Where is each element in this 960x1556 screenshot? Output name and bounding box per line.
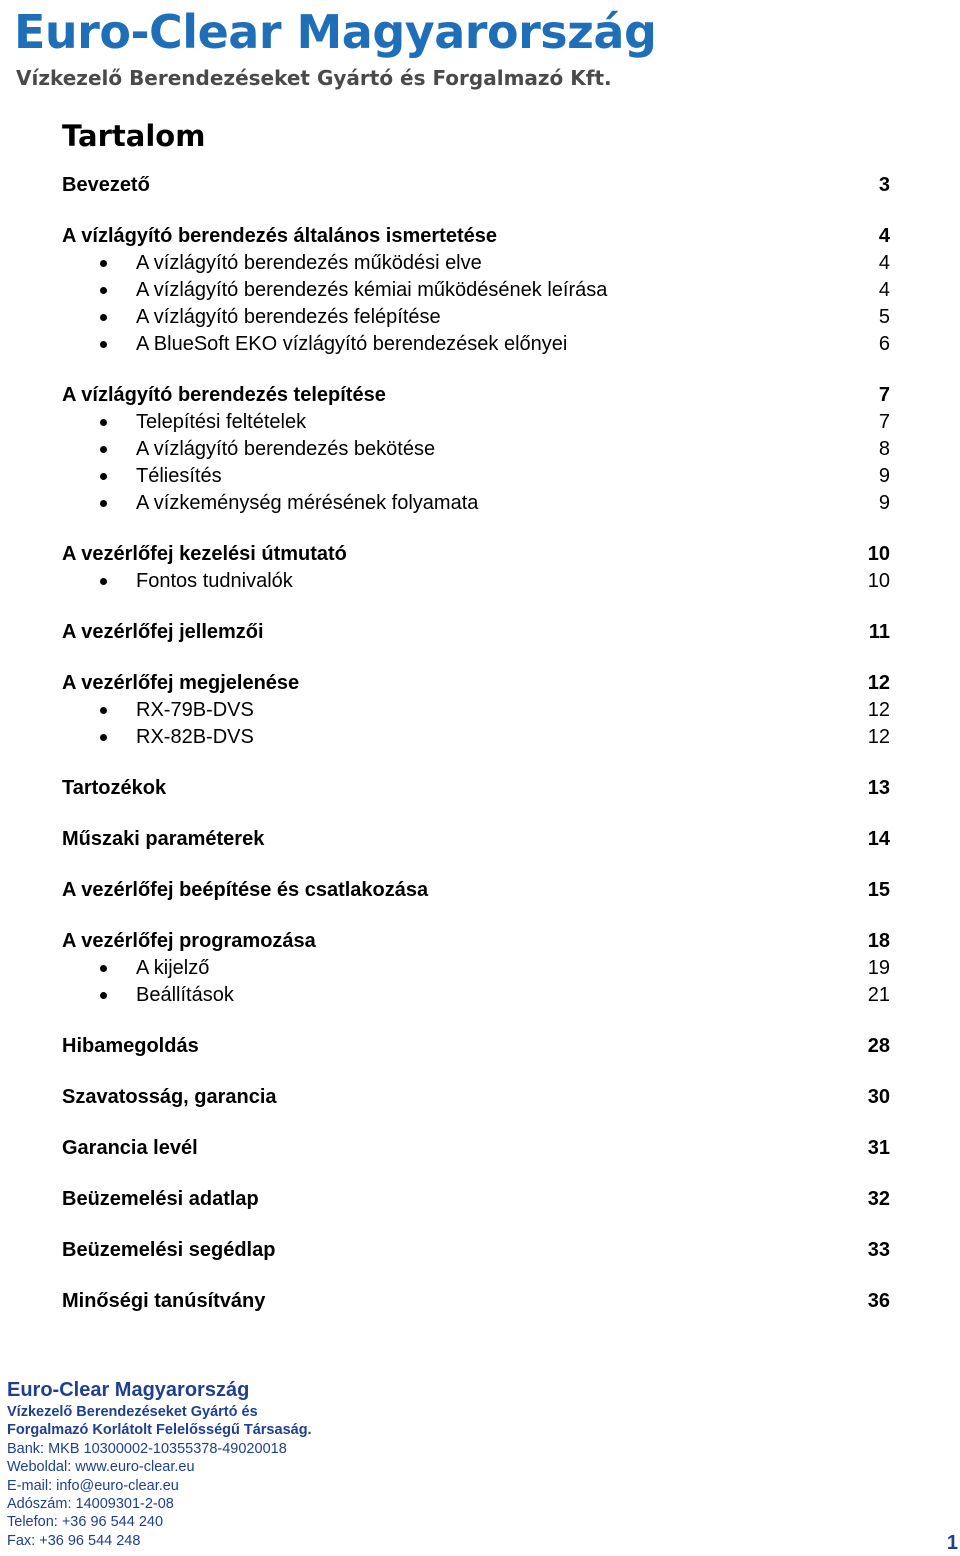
bullet-icon bbox=[100, 446, 107, 453]
bullet-icon bbox=[100, 473, 107, 480]
toc-page-number: 36 bbox=[867, 1290, 890, 1312]
bullet-icon bbox=[100, 500, 107, 507]
toc-section bbox=[62, 928, 890, 955]
toc-section bbox=[62, 541, 890, 568]
toc-page-number: 3 bbox=[878, 174, 890, 196]
toc-subitem bbox=[62, 724, 890, 751]
toc-page-number: 15 bbox=[867, 879, 890, 901]
page-number: 1 bbox=[946, 1532, 958, 1554]
bullet-icon bbox=[100, 578, 107, 585]
toc-page-number: 8 bbox=[878, 438, 890, 460]
toc-page-number: 9 bbox=[878, 492, 890, 514]
bullet-icon bbox=[100, 965, 107, 972]
toc-entry-title: A vízlágyító berendezés működési elve bbox=[136, 252, 482, 274]
toc-page-number: 12 bbox=[867, 672, 890, 694]
toc-entry-title: A vízlágyító berendezés telepítése bbox=[62, 384, 386, 406]
toc-subitem bbox=[62, 277, 890, 304]
toc-page-number: 31 bbox=[867, 1137, 890, 1159]
footer-bank: Bank: MKB 10300002-10355378-49020018 bbox=[7, 1440, 287, 1457]
toc-page-number: 4 bbox=[878, 252, 890, 274]
toc-page-number: 7 bbox=[878, 411, 890, 433]
bullet-icon bbox=[100, 419, 107, 426]
toc-subitem bbox=[62, 409, 890, 436]
footer-company: Euro-Clear Magyarország bbox=[7, 1379, 250, 1401]
toc-page-number: 28 bbox=[867, 1035, 890, 1057]
toc-entry-title: A vízlágyító berendezés kémiai működésének leírása bbox=[136, 279, 608, 301]
toc-page-number: 9 bbox=[878, 465, 890, 487]
toc-page-number: 4 bbox=[878, 225, 890, 247]
toc-section bbox=[62, 223, 890, 250]
toc-page-number: 21 bbox=[867, 984, 890, 1006]
toc-entry-title: A vezérlőfej jellemzői bbox=[62, 621, 264, 643]
bullet-icon bbox=[100, 707, 107, 714]
toc-page-number: 32 bbox=[867, 1188, 890, 1210]
toc-entry-title: Beállítások bbox=[136, 984, 234, 1006]
toc-entry-title: RX-82B-DVS bbox=[136, 726, 254, 748]
toc-page-number: 12 bbox=[867, 699, 890, 721]
toc-section bbox=[62, 670, 890, 697]
toc-page-number: 33 bbox=[867, 1239, 890, 1261]
footer bbox=[7, 1377, 960, 1550]
toc-section bbox=[62, 382, 890, 409]
toc-entry-title: A vezérlőfej beépítése és csatlakozása bbox=[62, 879, 429, 901]
footer-fax: Fax: +36 96 544 248 bbox=[7, 1532, 141, 1549]
toc-page-number: 14 bbox=[867, 828, 890, 850]
toc-entry-title: A vízkeménység mérésének folyamata bbox=[136, 492, 479, 514]
toc-subitem bbox=[62, 436, 890, 463]
toc-entry-title: A vezérlőfej megjelenése bbox=[62, 672, 300, 694]
toc-page-number: 30 bbox=[867, 1086, 890, 1108]
page-title: Tartalom bbox=[62, 119, 206, 153]
toc-subitem bbox=[62, 331, 890, 358]
bullet-icon bbox=[100, 341, 107, 348]
toc-entry-title: Beüzemelési adatlap bbox=[62, 1188, 259, 1210]
toc-entry-title: A BlueSoft EKO vízlágyító berendezések előnyei bbox=[136, 333, 568, 355]
toc-section bbox=[62, 172, 890, 199]
toc-entry-title: Fontos tudnivalók bbox=[136, 570, 293, 592]
table-of-contents bbox=[62, 172, 890, 1315]
footer-tax-id: Adószám: 14009301-2-08 bbox=[7, 1496, 174, 1513]
footer-phone: Telefon: +36 96 544 240 bbox=[7, 1514, 164, 1531]
toc-entry-title: A kijelző bbox=[136, 957, 210, 979]
logo-tagline: Vízkezelő Berendezéseket Gyártó és Forgalmazó Kft. bbox=[16, 66, 612, 90]
toc-page-number: 19 bbox=[867, 957, 890, 979]
toc-section bbox=[62, 1288, 890, 1315]
toc-subitem bbox=[62, 955, 890, 982]
toc-page-number: 12 bbox=[867, 726, 890, 748]
footer-legal-line-1: Vízkezelő Berendezéseket Gyártó és bbox=[7, 1404, 258, 1420]
footer-email: E-mail: info@euro-clear.eu bbox=[7, 1477, 179, 1494]
bullet-icon bbox=[100, 260, 107, 267]
toc-section bbox=[62, 1135, 890, 1162]
toc-page-number: 11 bbox=[868, 621, 890, 643]
toc-page-number: 6 bbox=[878, 333, 890, 355]
footer-website: Weboldal: www.euro-clear.eu bbox=[7, 1459, 195, 1476]
toc-section bbox=[62, 1033, 890, 1060]
toc-subitem bbox=[62, 982, 890, 1009]
toc-page-number: 10 bbox=[867, 543, 890, 565]
toc-entry-title: A vezérlőfej programozása bbox=[62, 930, 316, 952]
bullet-icon bbox=[100, 314, 107, 321]
toc-entry-title: Telepítési feltételek bbox=[136, 411, 307, 433]
toc-subitem bbox=[62, 304, 890, 331]
toc-entry-title: A vízlágyító berendezés bekötése bbox=[136, 438, 436, 460]
toc-section bbox=[62, 619, 890, 646]
toc-section bbox=[62, 775, 890, 802]
toc-page-number: 18 bbox=[867, 930, 890, 952]
toc-entry-title: Műszaki paraméterek bbox=[62, 828, 265, 850]
toc-section bbox=[62, 1237, 890, 1264]
bullet-icon bbox=[100, 734, 107, 741]
toc-section bbox=[62, 877, 890, 904]
toc-entry-title: RX-79B-DVS bbox=[136, 699, 254, 721]
footer-legal-line-2: Forgalmazó Korlátolt Felelősségű Társaság. bbox=[7, 1422, 312, 1439]
toc-section bbox=[62, 826, 890, 853]
toc-page-number: 4 bbox=[878, 279, 890, 301]
toc-section bbox=[62, 1186, 890, 1213]
toc-entry-title: Minőségi tanúsítvány bbox=[62, 1290, 266, 1312]
toc-entry-title: Tartozékok bbox=[62, 777, 167, 799]
toc-page-number: 13 bbox=[867, 777, 890, 799]
toc-entry-title: Hibamegoldás bbox=[62, 1035, 199, 1057]
toc-entry-title: Bevezető bbox=[62, 174, 150, 196]
toc-page-number: 5 bbox=[878, 306, 890, 328]
toc-subitem bbox=[62, 568, 890, 595]
toc-subitem bbox=[62, 697, 890, 724]
toc-entry-title: Szavatosság, garancia bbox=[62, 1086, 277, 1108]
bullet-icon bbox=[100, 992, 107, 999]
toc-entry-title: A vízlágyító berendezés felépítése bbox=[136, 306, 441, 328]
toc-page-number: 10 bbox=[867, 570, 890, 592]
toc-entry-title: Téliesítés bbox=[136, 465, 222, 487]
toc-entry-title: A vezérlőfej kezelési útmutató bbox=[62, 543, 347, 565]
toc-page-number: 7 bbox=[878, 384, 890, 406]
logo-company-name: Euro-Clear Magyarország bbox=[14, 5, 657, 59]
toc-subitem bbox=[62, 463, 890, 490]
toc-entry-title: A vízlágyító berendezés általános ismertetése bbox=[62, 225, 497, 247]
bullet-icon bbox=[100, 287, 107, 294]
toc-section bbox=[62, 1084, 890, 1111]
toc-subitem bbox=[62, 250, 890, 277]
toc-entry-title: Garancia levél bbox=[62, 1137, 198, 1159]
toc-entry-title: Beüzemelési segédlap bbox=[62, 1239, 276, 1261]
toc-subitem bbox=[62, 490, 890, 517]
